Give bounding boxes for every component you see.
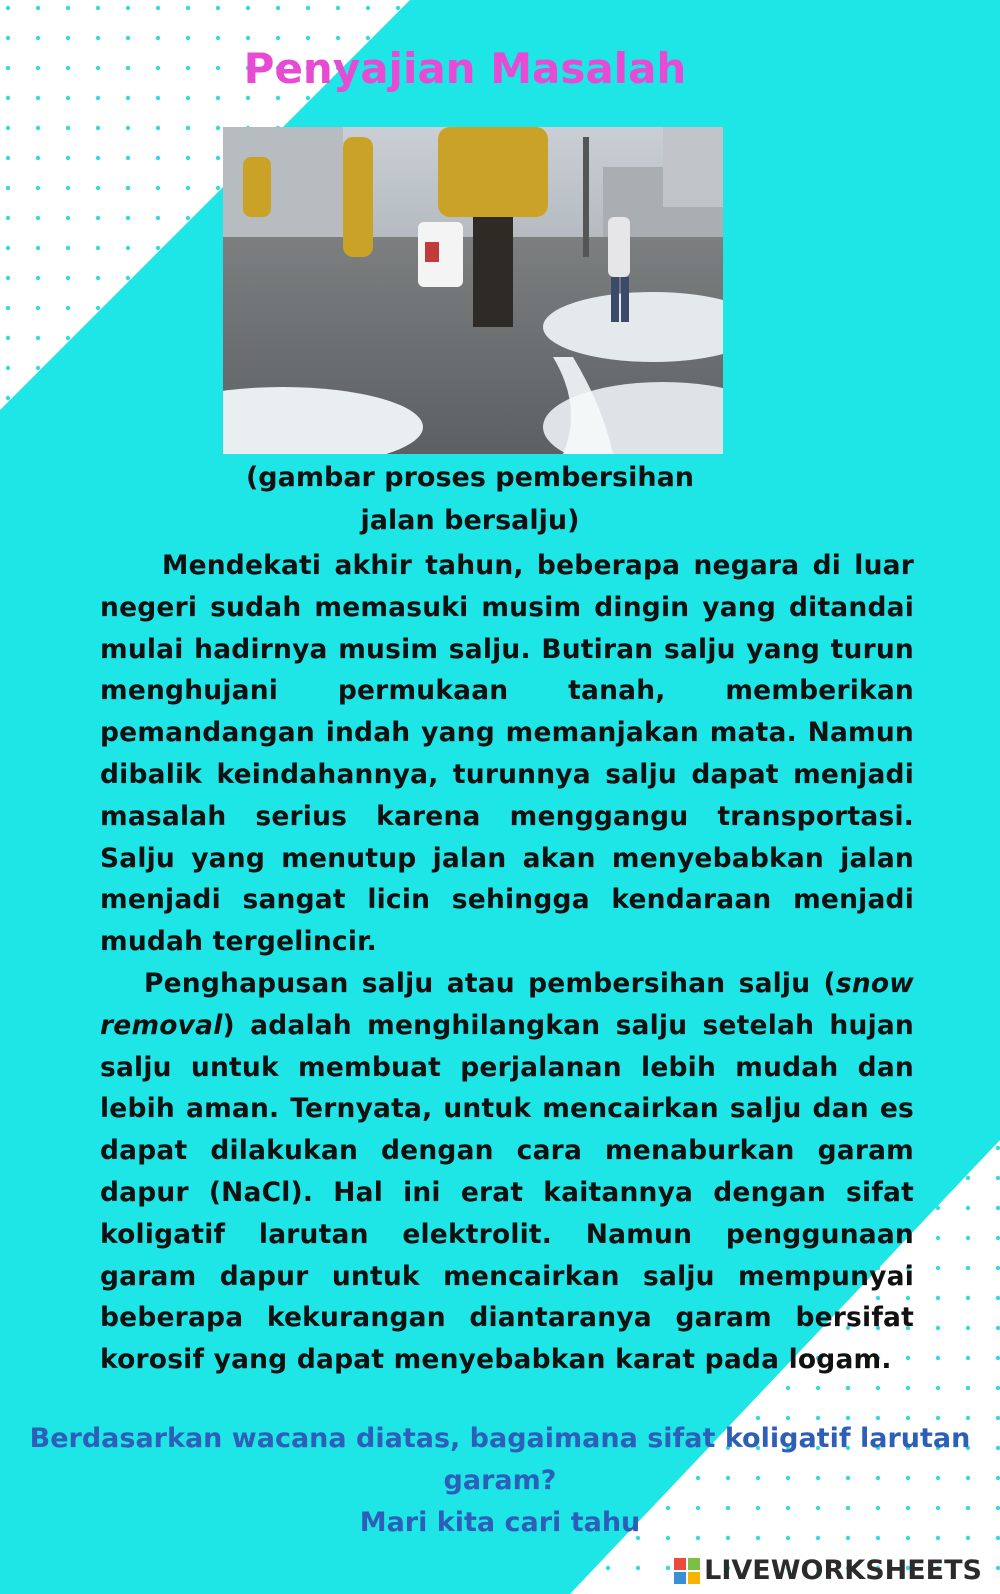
paragraph-2-italic-term: snow removal: [100, 967, 914, 1041]
page-title: Penyajian Masalah: [243, 44, 687, 93]
paragraph-2-start: Penghapusan salju atau pembersihan salju (: [144, 967, 836, 999]
image-caption-line-1: (gambar proses pembersihan: [245, 462, 695, 493]
logo-mark-icon: [674, 1558, 700, 1584]
snow-removal-photo: [223, 127, 723, 454]
question-line-1: Berdasarkan wacana diatas, bagaimana sifat koligatif larutan: [29, 1423, 971, 1454]
passage: [100, 545, 914, 1381]
paragraph-2: [100, 963, 914, 1381]
image-caption-line-2: jalan bersalju): [360, 505, 580, 536]
paragraph-1: Mendekati akhir tahun, beberapa negara di luar negeri sudah memasuki musim dingin yang ditandai mulai hadirnya musim salju. Butiran salju yang turun menghujani permukaan tanah, memberikan pemandangan indah yang memanjakan mata. Namun dibalik keindahannya, turunnya salju dapat menjadi masalah serius karena menggangu transportasi. Salju yang menutup jalan akan menyebabkan jalan menjadi sangat licin sehingga kendaraan menjadi mudah tergelincir.: [100, 550, 914, 958]
question-line-2: garam?: [443, 1465, 557, 1496]
liveworksheets-logo: [674, 1555, 982, 1586]
paragraph-2-end: ) adalah menghilangkan salju setelah hujan salju untuk membuat perjalanan lebih mudah dan lebih aman. Ternyata, untuk mencairkan salju dan es dapat dilakukan dengan cara menaburkan garam dapur (NaCl). Hal ini erat kaitannya dengan sifat koligatif larutan elektrolit. Namun penggunaan garam dapur untuk mencairkan salju mempunyai beberapa kekurangan diantaranya garam bersifat korosif yang dapat menyebabkan karat pada logam.: [100, 1009, 914, 1376]
logo-text: LIVEWORKSHEETS: [704, 1555, 982, 1586]
question-line-3: Mari kita cari tahu: [359, 1507, 641, 1538]
image-caption: [230, 456, 710, 542]
guiding-question: [20, 1418, 980, 1544]
